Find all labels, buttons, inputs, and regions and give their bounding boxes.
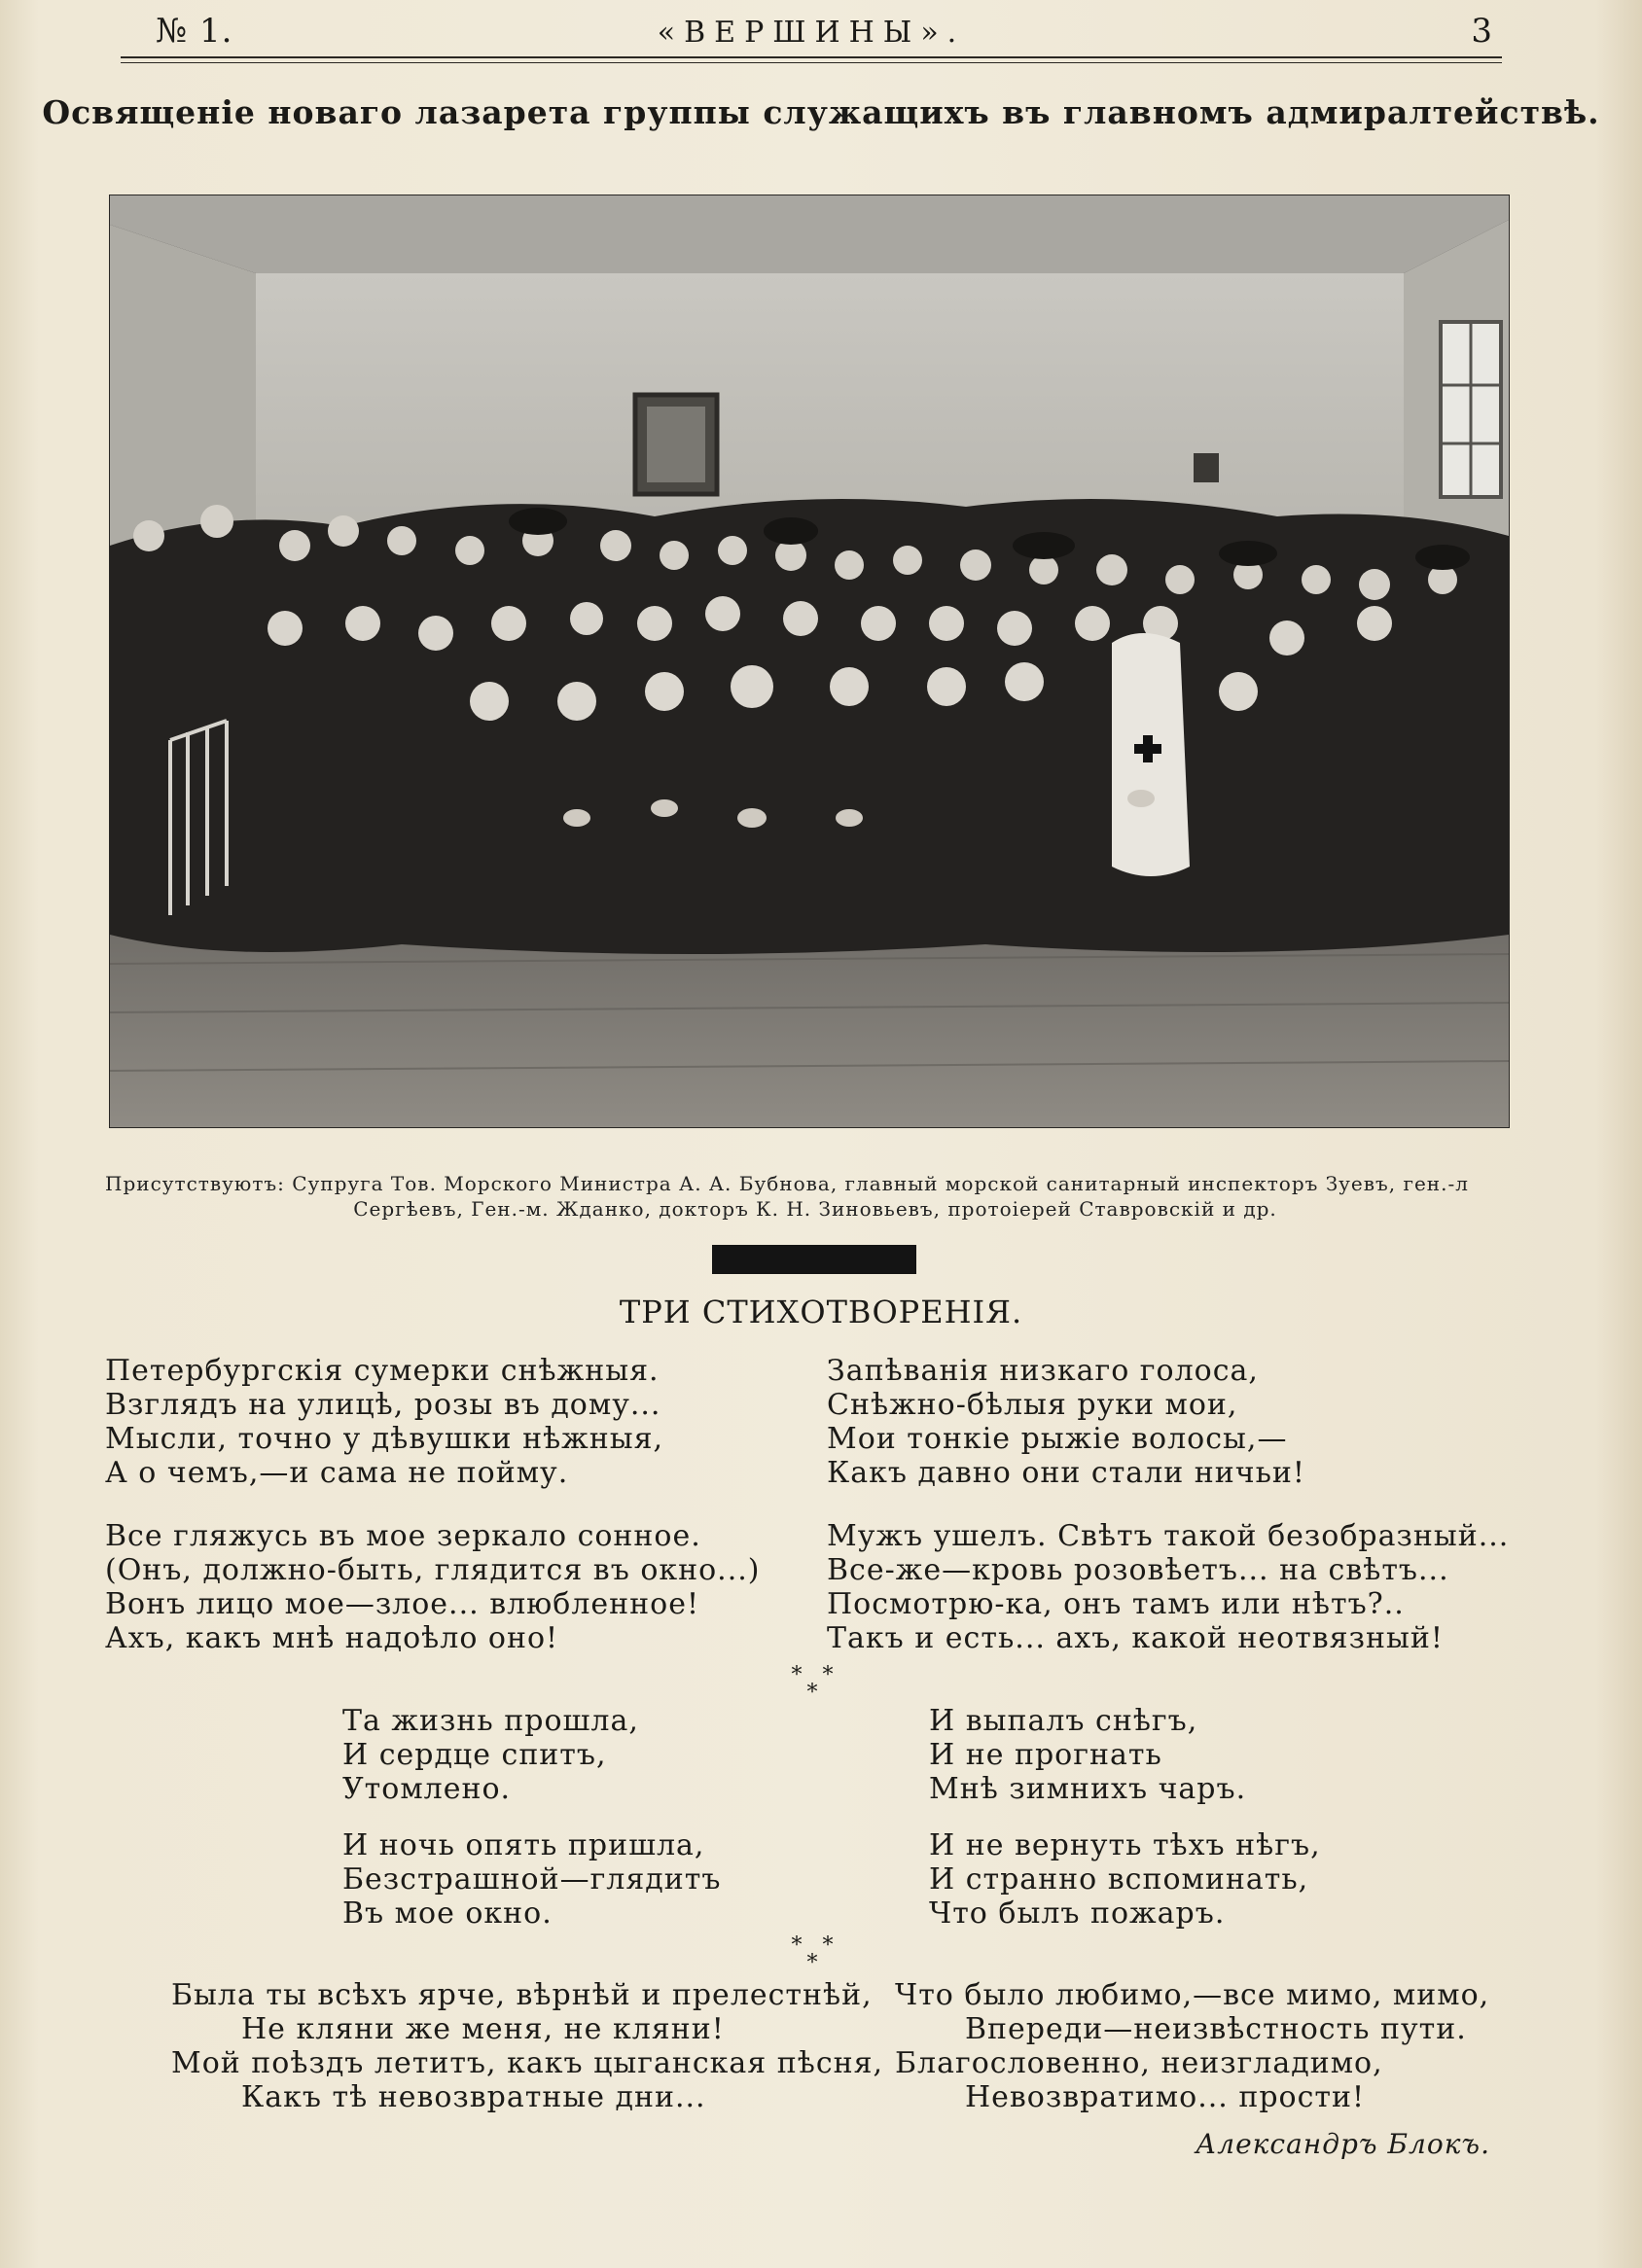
verse-line: Какъ давно они стали ничьи! <box>827 1456 1305 1490</box>
verse-line: И странно вспоминать, <box>929 1862 1309 1896</box>
caption-line-2: Сергѣевъ, Ген.-м. Жданко, докторъ К. Н. Зиновьевъ, протоіерей Ставровскій и др. <box>353 1197 1277 1221</box>
verse-line: Вонъ лицо мое—злое... влюбленное! <box>105 1587 699 1621</box>
asterism-star: * <box>806 1681 818 1705</box>
verse-line: Что было любимо,—все мимо, мимо, <box>895 1978 1490 2012</box>
verse-line: Все гляжусь въ мое зеркало сонное. <box>105 1519 701 1553</box>
verse-line: Такъ и есть... ахъ, какой неотвязный! <box>827 1621 1444 1655</box>
asterism-1 <box>773 1663 851 1716</box>
group-photograph <box>109 195 1510 1128</box>
header-rule <box>121 56 1502 58</box>
verse-line: И ночь опять пришла, <box>342 1828 705 1862</box>
verse-line: Все-же—кровь розовѣетъ... на свѣтъ... <box>827 1553 1449 1587</box>
verse-line: Петербургскія сумерки снѣжныя. <box>105 1354 660 1388</box>
verse-line: И выпалъ снѣгъ, <box>929 1704 1198 1738</box>
verse-line: Утомлено. <box>342 1772 512 1806</box>
verse-line: Впереди—неизвѣстность пути. <box>965 2012 1467 2046</box>
verse-line: И не прогнать <box>929 1738 1162 1772</box>
verse-line: Запѣванія низкаго голоса, <box>827 1354 1259 1388</box>
verse-line: Невозвратимо... прости! <box>965 2080 1366 2114</box>
verse-line: Мнѣ зимнихъ чаръ. <box>929 1772 1247 1806</box>
verse-line: Въ мое окно. <box>342 1896 553 1931</box>
verse-line: Не кляни же меня, не кляни! <box>241 2012 725 2046</box>
asterism-star: * <box>791 1663 803 1687</box>
verse-line: Была ты всѣхъ ярче, вѣрнѣй и прелестнѣй, <box>171 1978 873 2012</box>
verse-line: Ахъ, какъ мнѣ надоѣло оно! <box>105 1621 559 1655</box>
issue-number: № 1. <box>156 12 233 51</box>
verse-line: Мысли, точно у дѣвушки нѣжныя, <box>105 1422 664 1456</box>
header-rule-thin <box>121 62 1502 63</box>
verse-line: Мой поѣздъ летитъ, какъ цыганская пѣсня, <box>171 2046 884 2080</box>
verse-line: Та жизнь прошла, <box>342 1704 639 1738</box>
section-divider <box>712 1245 916 1274</box>
poem3-right <box>895 1978 1489 2114</box>
article-title: Освященіе новаго лазарета группы служащихъ въ главномъ адмиралтействѣ. <box>42 93 1600 131</box>
poem1-left-stanza2 <box>105 1519 761 1655</box>
poem2-left-stanza2 <box>342 1828 721 1931</box>
page-header <box>121 8 1502 56</box>
verse-line: Благословенно, неизгладимо, <box>895 2046 1383 2080</box>
verse-line: Взглядъ на улицѣ, розы въ дому... <box>105 1388 661 1422</box>
poem2-left-stanza1 <box>342 1704 639 1806</box>
page-number: 3 <box>1471 12 1492 51</box>
photo-caption <box>105 1171 1525 1222</box>
asterism-star: * <box>822 1663 834 1687</box>
poem2-right-stanza2 <box>929 1828 1321 1931</box>
verse-line: Снѣжно-бѣлыя руки мои, <box>827 1388 1238 1422</box>
verse-line: Мои тонкіе рыжіе волосы,— <box>827 1422 1288 1456</box>
journal-title: «ВЕРШИНЫ». <box>657 16 966 50</box>
asterism-star: * <box>806 1951 818 1975</box>
poem1-right-stanza1 <box>827 1354 1305 1490</box>
verse-line: Какъ тѣ невозвратные дни... <box>241 2080 706 2114</box>
author-signature: Александръ Блокъ. <box>1196 2128 1490 2160</box>
asterism-star: * <box>791 1933 803 1958</box>
poems-heading: ТРИ СТИХОТВОРЕНІЯ. <box>619 1293 1023 1330</box>
verse-line: Мужъ ушелъ. Свѣтъ такой безобразный... <box>827 1519 1510 1553</box>
verse-line: Что былъ пожаръ. <box>929 1896 1226 1931</box>
verse-line: Безстрашной—глядитъ <box>342 1862 722 1896</box>
photo-icon <box>110 195 1509 1127</box>
poem1-left-stanza1 <box>105 1354 663 1490</box>
poem1-right-stanza2 <box>827 1519 1509 1655</box>
verse-line: И сердце спитъ, <box>342 1738 607 1772</box>
asterism-star: * <box>822 1933 834 1958</box>
poem3-left <box>171 1978 883 2114</box>
verse-line: (Онъ, должно-быть, глядится въ окно...) <box>105 1553 761 1587</box>
verse-line: А о чемъ,—и сама не пойму. <box>105 1456 569 1490</box>
verse-line: И не вернуть тѣхъ нѣгъ, <box>929 1828 1321 1862</box>
poem2-right-stanza1 <box>929 1704 1246 1806</box>
caption-line-1: Присутствуютъ: Супруга Тов. Морского Министра А. А. Бубнова, главный морской санитарный инспекторъ Зуевъ, ген.-л <box>105 1172 1469 1195</box>
verse-line: Посмотрю-ка, онъ тамъ или нѣтъ?.. <box>827 1587 1405 1621</box>
